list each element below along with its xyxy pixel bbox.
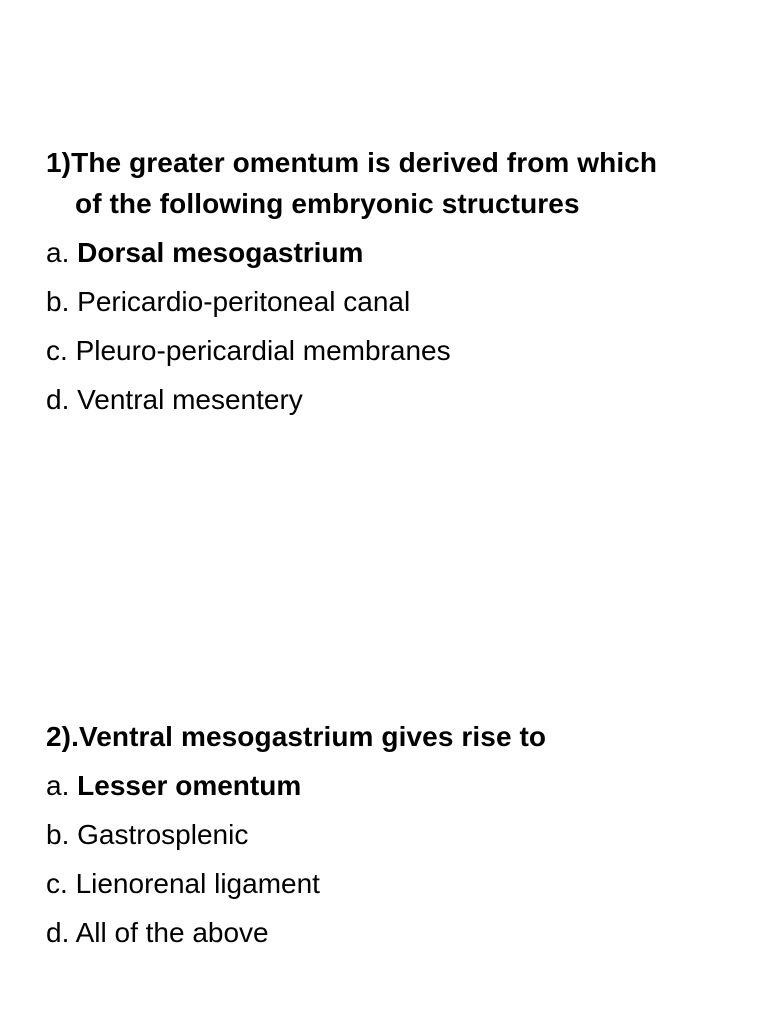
question-1-option-a <box>46 228 736 277</box>
question-1-title-line2: of the following embryonic structures <box>75 188 580 219</box>
option-text: All of the above <box>75 917 269 948</box>
option-text: Lienorenal ligament <box>75 868 320 899</box>
question-2-options <box>46 761 736 957</box>
option-letter: d. <box>46 384 78 415</box>
question-2-title-line1: Ventral mesogastrium gives rise to <box>78 721 547 752</box>
question-2-option-d <box>46 908 736 957</box>
option-letter: d. <box>46 917 76 948</box>
option-text-correct: Lesser omentum <box>77 770 302 801</box>
question-2-option-b <box>46 810 736 859</box>
question-1-title <box>46 142 736 224</box>
option-text: Pericardio-peritoneal canal <box>77 286 411 317</box>
question-1-option-c <box>46 326 736 375</box>
question-2 <box>46 716 736 957</box>
question-1-number: 1) <box>46 147 72 178</box>
question-2-option-c <box>46 859 736 908</box>
option-letter: a. <box>46 237 78 268</box>
question-1-option-d <box>46 375 736 424</box>
question-1-options <box>46 228 736 424</box>
option-letter: c. <box>46 335 76 366</box>
option-text: Gastrosplenic <box>77 819 249 850</box>
option-letter: a. <box>46 770 78 801</box>
question-2-title <box>46 716 736 757</box>
question-2-option-a <box>46 761 736 810</box>
option-letter: b. <box>46 819 78 850</box>
option-letter: c. <box>46 868 76 899</box>
option-text: Ventral mesentery <box>77 384 303 415</box>
question-1 <box>46 142 736 424</box>
question-2-number: 2). <box>46 721 79 752</box>
question-1-title-line1: The greater omentum is derived from which <box>71 147 658 178</box>
option-text-correct: Dorsal mesogastrium <box>77 237 364 268</box>
question-1-option-b <box>46 277 736 326</box>
option-text: Pleuro-pericardial membranes <box>75 335 451 366</box>
option-letter: b. <box>46 286 78 317</box>
